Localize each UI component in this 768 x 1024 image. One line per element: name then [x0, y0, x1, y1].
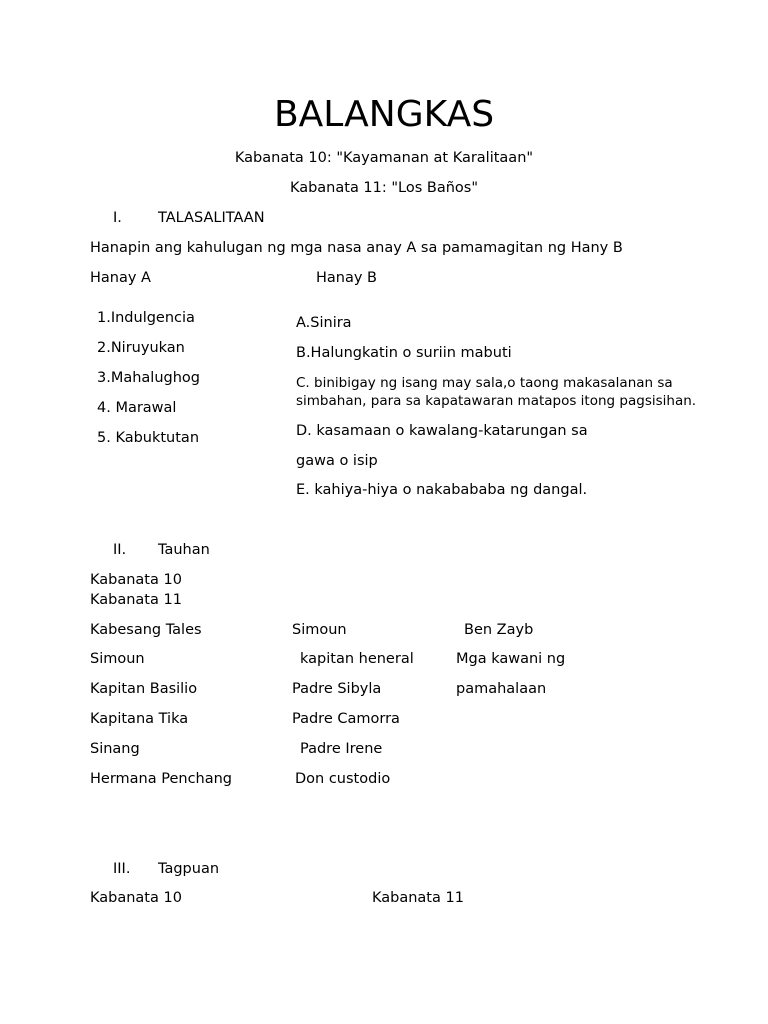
tauhan-col2-item: Don custodio — [295, 771, 391, 787]
hanay-a-item-4: 4. Marawal — [97, 400, 177, 416]
tauhan-col2-item: Padre Irene — [300, 741, 383, 757]
hanay-b-item-b: B.Halungkatin o suriin mabuti — [296, 345, 512, 361]
hanay-b-item-e: E. kahiya-hiya o nakabababa ng dangal. — [296, 482, 588, 498]
hanay-a-item-5: 5. Kabuktutan — [97, 430, 200, 446]
tauhan-col3-item: Mga kawani ng — [456, 651, 566, 667]
tauhan-kabanata-11: Kabanata 11 — [90, 592, 182, 608]
tauhan-col2-item: kapitan heneral — [300, 651, 414, 667]
tauhan-col1-item: Kapitana Tika — [90, 711, 189, 727]
tauhan-col2-item: Padre Camorra — [292, 711, 400, 727]
page-title: BALANGKAS — [273, 94, 495, 135]
section-3-numeral: III. — [113, 861, 131, 877]
tauhan-col3-item: pamahalaan — [456, 681, 547, 697]
hanay-a-item-3: 3.Mahalughog — [97, 370, 200, 386]
section-2-heading: Tauhan — [158, 542, 210, 558]
tauhan-col1-item: Kapitan Basilio — [90, 681, 198, 697]
tauhan-kabanata-10: Kabanata 10 — [90, 572, 182, 588]
tagpuan-kabanata-11: Kabanata 11 — [372, 890, 464, 906]
section-1-instruction: Hanapin ang kahulugan ng mga nasa anay A sa pamamagitan ng Hany B — [90, 240, 623, 256]
tauhan-col1-item: Hermana Penchang — [90, 771, 233, 787]
section-3-heading: Tagpuan — [158, 861, 220, 877]
tauhan-col1-item: Sinang — [90, 741, 140, 757]
tagpuan-kabanata-10: Kabanata 10 — [90, 890, 182, 906]
section-2-numeral: II. — [113, 542, 127, 558]
tauhan-col3-item: Ben Zayb — [464, 622, 534, 638]
section-1-numeral: I. — [113, 210, 122, 226]
hanay-a-item-1: 1.Indulgencia — [97, 310, 195, 326]
hanay-a-label: Hanay A — [90, 270, 151, 286]
hanay-b-label: Hanay B — [316, 270, 378, 286]
hanay-b-item-c-line1: C. binibigay ng isang may sala,o taong makasalanan sa — [296, 375, 673, 391]
tauhan-col1-item: Simoun — [90, 651, 145, 667]
hanay-b-item-d-line1: D. kasamaan o kawalang-katarungan sa — [296, 423, 588, 439]
hanay-a-item-2: 2.Niruyukan — [97, 340, 185, 356]
tauhan-col1-item: Kabesang Tales — [90, 622, 202, 638]
subtitle-kabanata-10: Kabanata 10: "Kayamanan at Karalitaan" — [234, 150, 534, 166]
tauhan-col2-item: Simoun — [292, 622, 347, 638]
hanay-b-item-c-line2: simbahan, para sa kapatawaran matapos itong pagsisihan. — [296, 393, 697, 409]
subtitle-kabanata-11: Kabanata 11: "Los Baños" — [289, 180, 479, 196]
hanay-b-item-d-line2: gawa o isip — [296, 453, 378, 469]
section-1-heading: TALASALITAAN — [158, 210, 265, 226]
hanay-b-item-a: A.Sinira — [296, 315, 352, 331]
tauhan-col2-item: Padre Sibyla — [292, 681, 382, 697]
